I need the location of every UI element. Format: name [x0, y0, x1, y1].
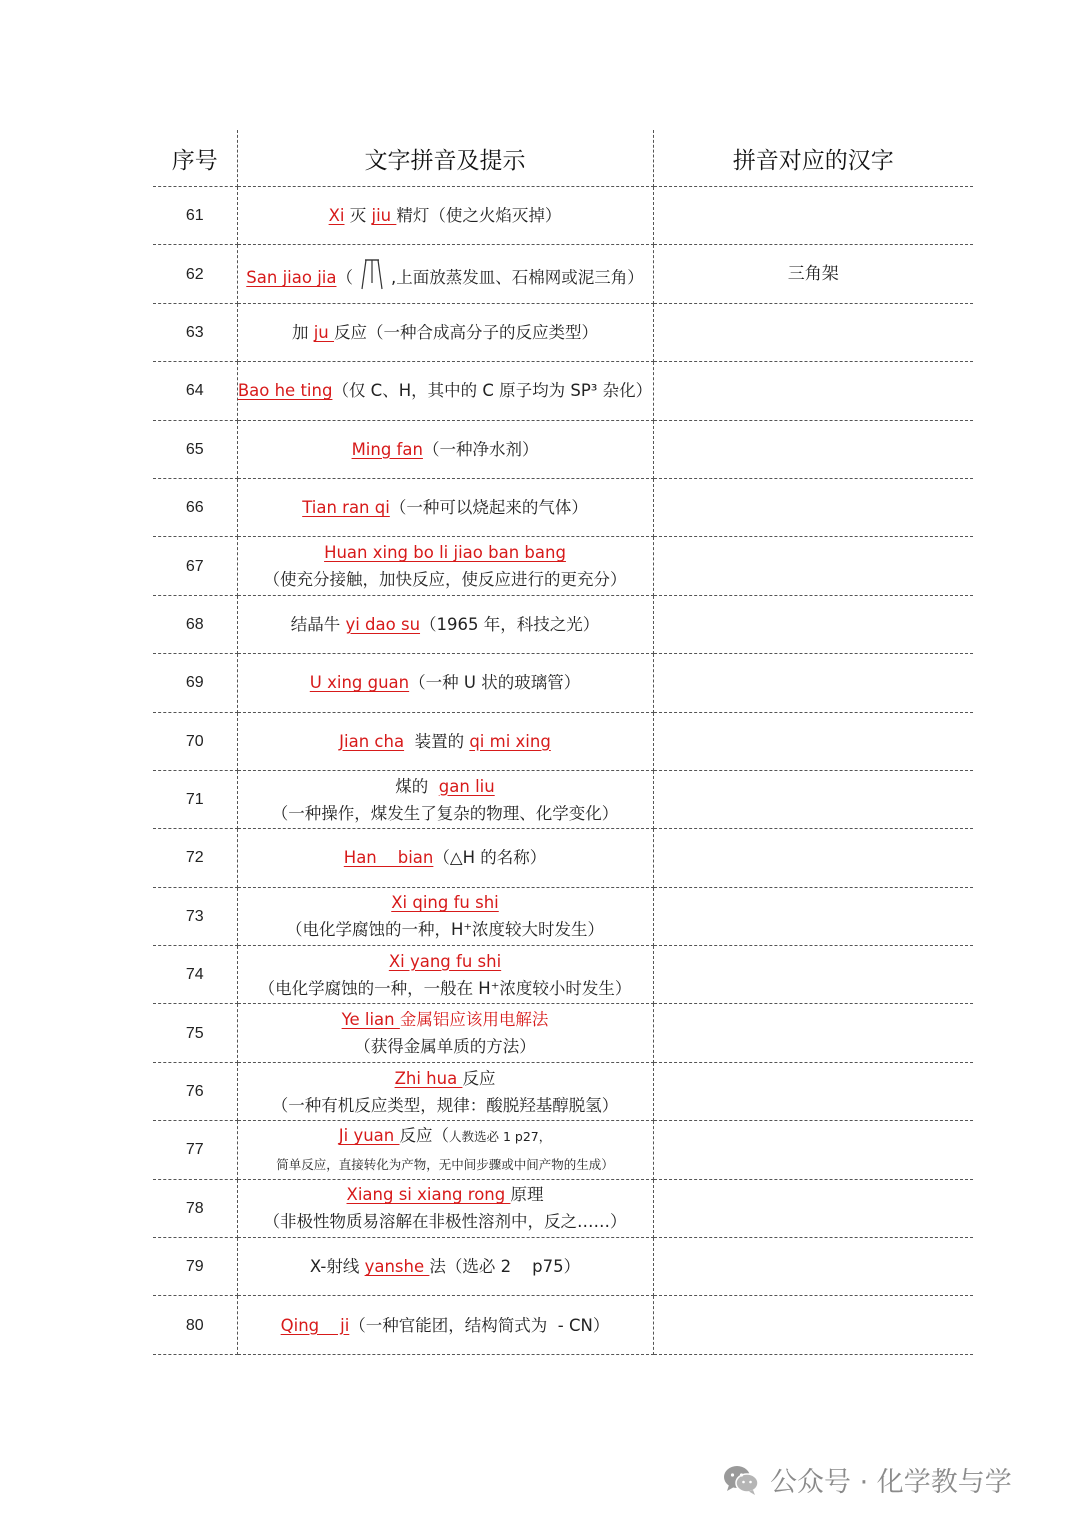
hint-line — [238, 1006, 653, 1033]
table-row — [153, 362, 973, 420]
table-row — [153, 478, 973, 536]
hint-cell — [237, 1296, 653, 1354]
answer-cell[interactable] — [653, 362, 973, 420]
hint-line — [238, 1065, 653, 1092]
row-number: 62 — [153, 245, 237, 303]
hint-text: 金属铝应该用电解法 — [399, 1010, 549, 1030]
hint-line — [238, 916, 653, 943]
row-number: 71 — [153, 770, 237, 828]
hint-text: 法（选必 2 p75） — [429, 1257, 581, 1277]
hint-line — [238, 1181, 653, 1208]
answer-cell[interactable] — [653, 887, 973, 945]
hint-cell — [237, 1179, 653, 1237]
row-number: 69 — [153, 654, 237, 712]
hint-line — [238, 494, 653, 521]
answer-cell[interactable] — [653, 478, 973, 536]
pinyin-blank: jiu — [371, 206, 397, 226]
answer-cell[interactable] — [653, 187, 973, 245]
hint-text: （△H 的名称） — [433, 848, 547, 868]
answer-cell[interactable]: 三角架 — [653, 245, 973, 303]
hint-line — [238, 202, 653, 229]
hint-cell — [237, 1238, 653, 1296]
table-row — [153, 420, 973, 478]
hint-line — [238, 436, 653, 463]
hint-text: （ — [336, 268, 353, 288]
answer-cell[interactable] — [653, 1296, 973, 1354]
hint-line — [238, 669, 653, 696]
row-number: 64 — [153, 362, 237, 420]
table-row — [153, 1238, 973, 1296]
pinyin-blank: Ye lian — [341, 1010, 400, 1030]
table-row — [153, 1296, 973, 1354]
answer-cell[interactable] — [653, 829, 973, 887]
table-row — [153, 537, 973, 595]
pinyin-blank: ju — [313, 322, 335, 342]
row-number: 65 — [153, 420, 237, 478]
row-number: 76 — [153, 1062, 237, 1120]
tripod-icon — [357, 257, 387, 291]
header-hint: 文字拼音及提示 — [237, 130, 653, 187]
hint-cell — [237, 946, 653, 1004]
hint-cell — [237, 478, 653, 536]
pinyin-blank: yanshe — [364, 1257, 430, 1277]
row-number: 75 — [153, 1004, 237, 1062]
row-number: 63 — [153, 303, 237, 361]
header-answer: 拼音对应的汉字 — [653, 130, 973, 187]
table-row — [153, 1004, 973, 1062]
hint-cell — [237, 1062, 653, 1120]
hint-text: （一种官能团，结构简式为 - CN） — [349, 1315, 610, 1335]
hint-cell — [237, 770, 653, 828]
pinyin-blank: Zhi hua — [394, 1068, 463, 1088]
pinyin-blank: gan liu — [438, 776, 495, 796]
answer-cell[interactable] — [653, 303, 973, 361]
hint-line — [238, 611, 653, 638]
hint-text: 原理 — [510, 1185, 544, 1205]
hint-cell — [237, 537, 653, 595]
hint-text: 人教选必 1 p27， — [448, 1128, 552, 1144]
hint-line — [238, 377, 653, 404]
row-number: 66 — [153, 478, 237, 536]
row-number: 68 — [153, 595, 237, 653]
hint-cell — [237, 654, 653, 712]
quiz-table-sheet — [153, 130, 973, 1355]
answer-cell[interactable] — [653, 1238, 973, 1296]
hint-text: ,上面放蒸发皿、石棉网或泥三角） — [390, 268, 644, 288]
pinyin-blank: Xi — [328, 206, 345, 226]
answer-cell[interactable] — [653, 1121, 973, 1179]
hint-text: （获得金属单质的方法） — [354, 1037, 536, 1057]
hint-text: （使充分接触，加快反应，使反应进行的更充分） — [263, 570, 627, 590]
hint-text: 煤的 — [395, 776, 439, 796]
watermark-text: 公众号 · 化学教与学 — [770, 1467, 1012, 1498]
table-row — [153, 654, 973, 712]
answer-cell[interactable] — [653, 770, 973, 828]
hint-line — [238, 728, 653, 755]
hint-cell — [237, 1004, 653, 1062]
table-row — [153, 887, 973, 945]
row-number: 74 — [153, 946, 237, 1004]
hint-line — [238, 566, 653, 593]
hint-cell — [237, 1121, 653, 1179]
answer-cell[interactable] — [653, 420, 973, 478]
hint-line — [238, 1312, 653, 1339]
answer-cell[interactable] — [653, 537, 973, 595]
hint-line — [238, 800, 653, 827]
hint-text: 加 — [291, 322, 314, 342]
row-number: 72 — [153, 829, 237, 887]
hint-text: 反应 — [462, 1068, 496, 1088]
hint-line — [238, 889, 653, 916]
table-row — [153, 1121, 973, 1179]
answer-cell[interactable] — [653, 654, 973, 712]
hint-line — [238, 1122, 653, 1150]
answer-cell[interactable] — [653, 1179, 973, 1237]
hint-text: 反应（ — [399, 1125, 449, 1145]
pinyin-blank: Bao he ting — [237, 381, 333, 401]
hint-cell — [237, 887, 653, 945]
answer-cell[interactable] — [653, 946, 973, 1004]
hint-text: （电化学腐蚀的一种，一般在 H⁺浓度较小时发生） — [258, 978, 632, 998]
hint-line — [238, 257, 653, 291]
answer-cell[interactable] — [653, 1062, 973, 1120]
hint-line — [238, 844, 653, 871]
table-row — [153, 770, 973, 828]
hint-text: 灭 — [344, 206, 372, 226]
table-row — [153, 1062, 973, 1120]
hint-text: 装置的 — [404, 731, 470, 751]
row-number: 78 — [153, 1179, 237, 1237]
hint-text: （一种可以烧起来的气体） — [389, 498, 588, 518]
hint-cell — [237, 595, 653, 653]
hint-line — [238, 1092, 653, 1119]
hint-text: 结晶牛 — [290, 614, 346, 634]
hint-line — [238, 319, 653, 346]
hint-line — [238, 1150, 653, 1178]
answer-cell[interactable] — [653, 595, 973, 653]
hint-text: X-射线 — [309, 1257, 365, 1277]
pinyin-blank: Ming fan — [351, 439, 423, 459]
table-row — [153, 712, 973, 770]
hint-cell — [237, 245, 653, 303]
hint-line — [238, 1033, 653, 1060]
row-number: 70 — [153, 712, 237, 770]
table-row — [153, 187, 973, 245]
table-row — [153, 1179, 973, 1237]
row-number: 73 — [153, 887, 237, 945]
pinyin-blank: Han bian — [343, 848, 434, 868]
table-row — [153, 303, 973, 361]
table-row — [153, 245, 973, 303]
answer-cell[interactable] — [653, 712, 973, 770]
pinyin-blank: qi mi xing — [469, 731, 551, 751]
pinyin-blank: Xi yang fu shi — [388, 951, 502, 971]
hint-line — [238, 773, 653, 800]
hint-line — [238, 1253, 653, 1280]
answer-cell[interactable] — [653, 1004, 973, 1062]
hint-text: 简单反应，直接转化为产物，无中间步骤或中间产物的生成） — [276, 1156, 614, 1172]
row-number: 61 — [153, 187, 237, 245]
table-row — [153, 595, 973, 653]
hint-text: 精灯（使之火焰灭掉） — [396, 206, 562, 226]
row-number: 67 — [153, 537, 237, 595]
hint-text: （一种操作，煤发生了复杂的物理、化学变化） — [271, 803, 619, 823]
pinyin-blank: Huan xing bo li jiao ban bang — [324, 543, 566, 563]
table-header-row — [153, 130, 973, 187]
row-number: 77 — [153, 1121, 237, 1179]
row-number: 79 — [153, 1238, 237, 1296]
table-row — [153, 946, 973, 1004]
pinyin-blank: Ji yuan — [338, 1125, 400, 1145]
pinyin-blank: Xiang si xiang rong — [346, 1185, 511, 1205]
header-index: 序号 — [153, 130, 237, 187]
hint-text: （1965 年，科技之光） — [420, 614, 600, 634]
hint-cell — [237, 303, 653, 361]
pinyin-blank: Xi qing fu shi — [391, 893, 499, 913]
pinyin-blank: San jiao jia — [246, 268, 337, 288]
hint-text: （仅 C、H，其中的 C 原子均为 SP³ 杂化） — [332, 381, 653, 401]
hint-text: （非极性物质易溶解在非极性溶剂中，反之……） — [263, 1212, 627, 1232]
pinyin-quiz-table — [153, 130, 973, 1355]
hint-line — [238, 539, 653, 566]
table-row — [153, 829, 973, 887]
hint-text: （一种净水剂） — [422, 439, 539, 459]
hint-cell — [237, 420, 653, 478]
watermark — [722, 1460, 1012, 1499]
pinyin-blank: yi dao su — [345, 614, 421, 634]
hint-text: （一种 U 状的玻璃管） — [409, 673, 581, 693]
hint-cell — [237, 187, 653, 245]
pinyin-blank: U xing guan — [309, 673, 410, 693]
wechat-icon — [722, 1464, 760, 1496]
hint-line — [238, 975, 653, 1002]
pinyin-blank: Qing ji — [280, 1315, 350, 1335]
pinyin-blank: Tian ran qi — [302, 498, 390, 518]
hint-line — [238, 948, 653, 975]
hint-text: （电化学腐蚀的一种，H⁺浓度较大时发生） — [285, 920, 605, 940]
hint-cell — [237, 362, 653, 420]
row-number: 80 — [153, 1296, 237, 1354]
hint-cell — [237, 829, 653, 887]
hint-line — [238, 1208, 653, 1235]
pinyin-blank: Jian cha — [339, 731, 405, 751]
hint-text: （一种有机反应类型，规律：酸脱羟基醇脱氢） — [271, 1095, 619, 1115]
hint-cell — [237, 712, 653, 770]
hint-text: 反应（一种合成高分子的反应类型） — [334, 322, 599, 342]
